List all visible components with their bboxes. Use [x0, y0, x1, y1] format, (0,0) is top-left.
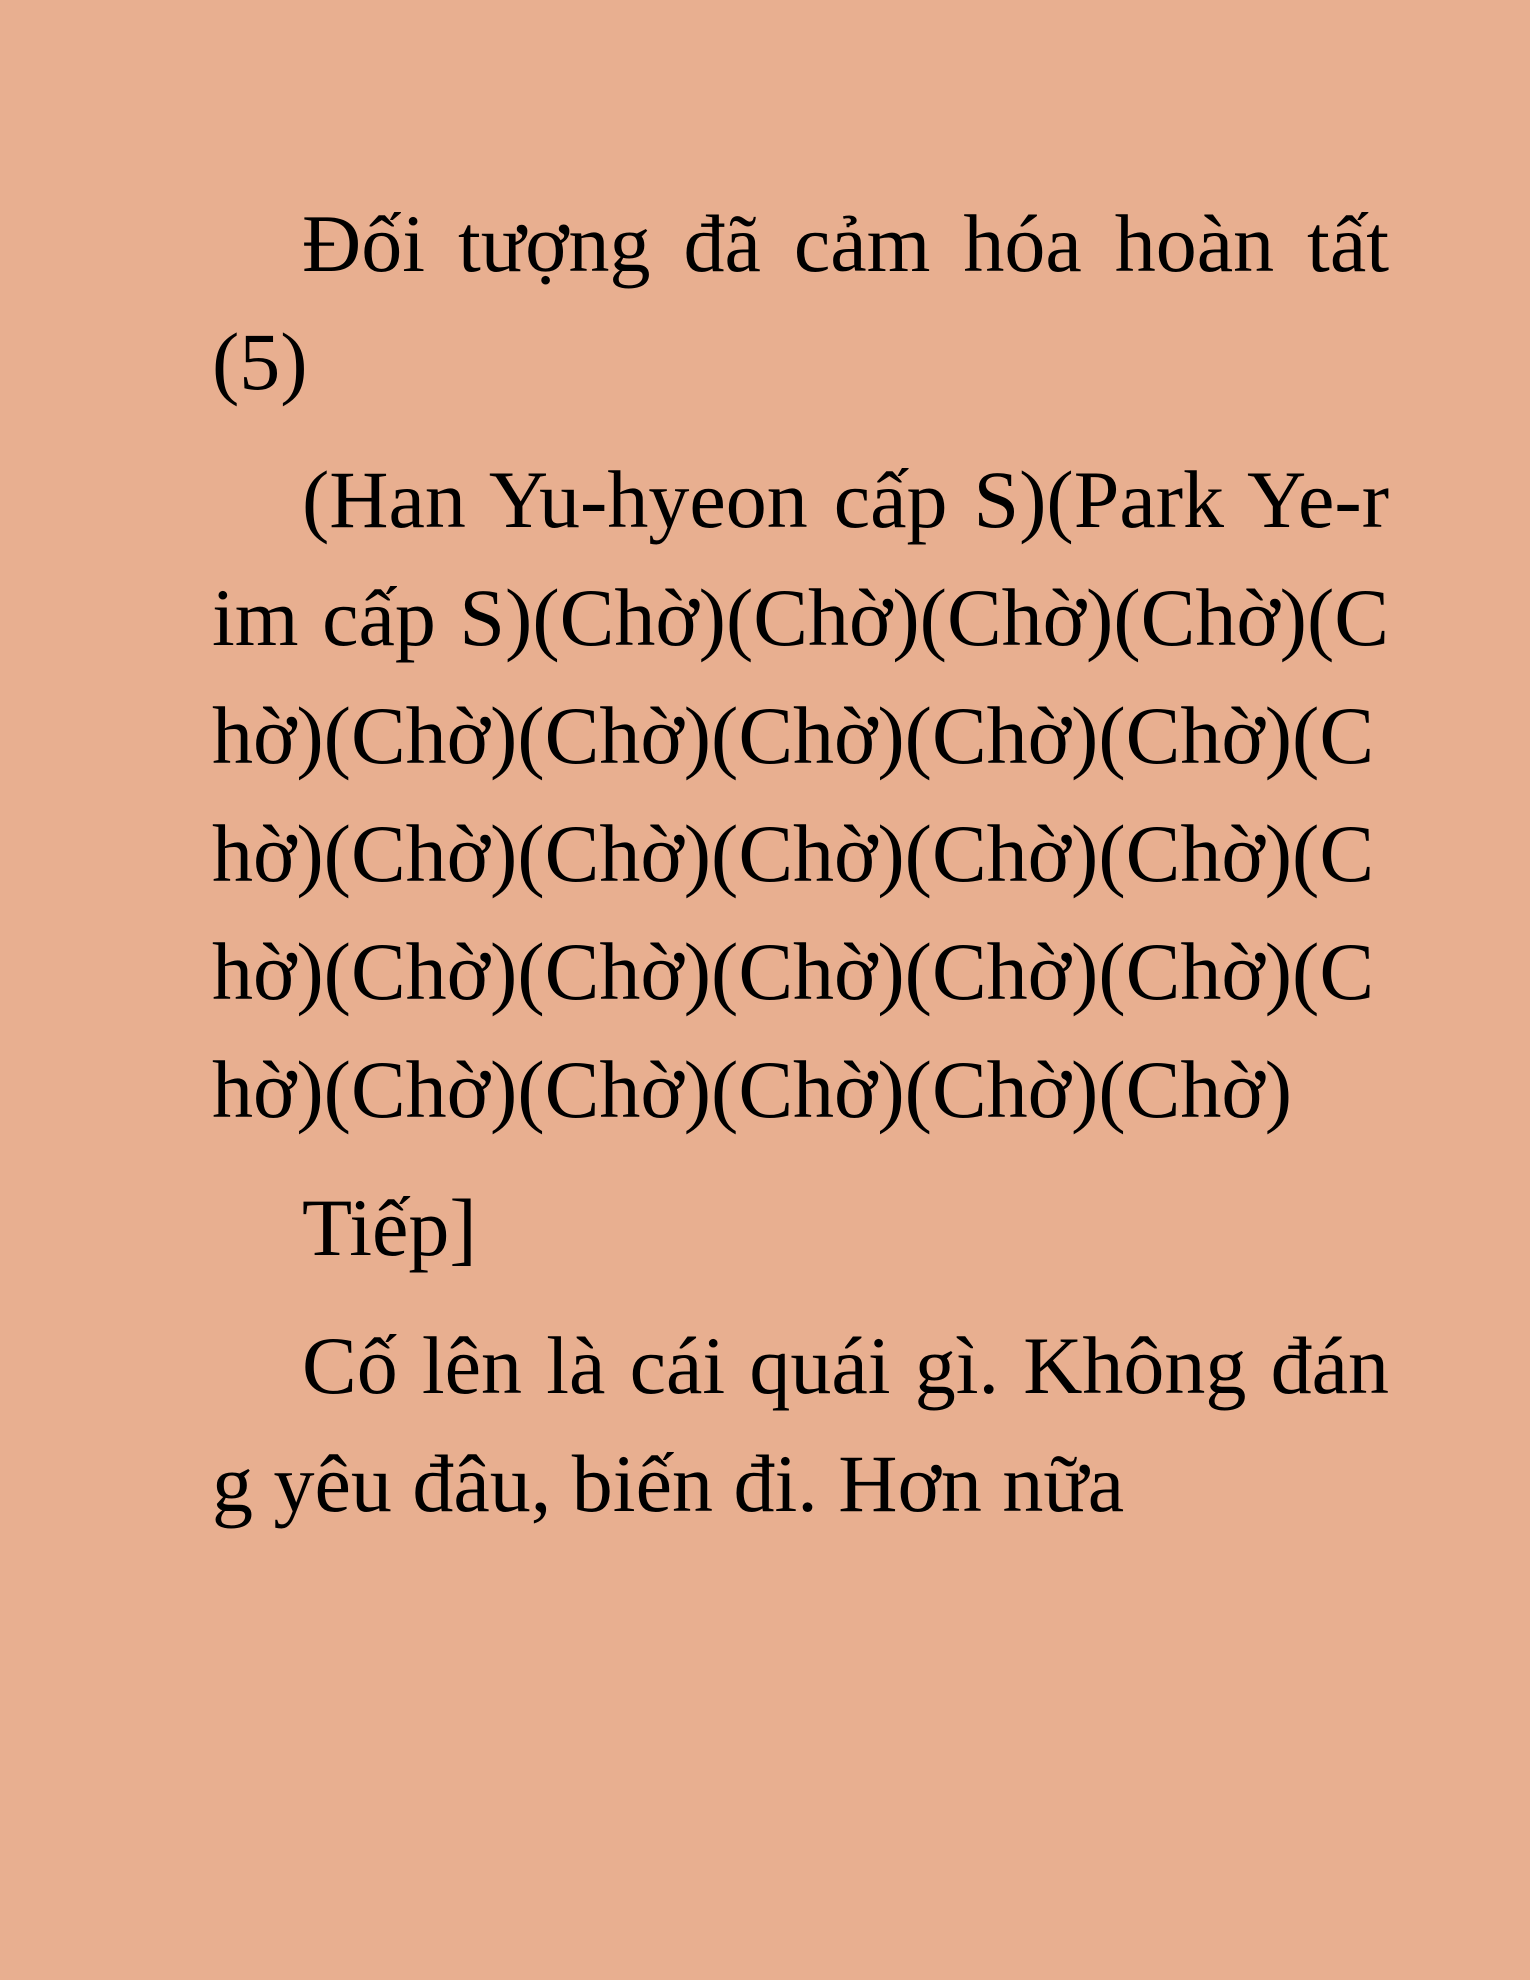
- paragraph-target-list: (Han Yu-hyeon cấp S)(Park Ye-rim cấp S)(Chờ)(Chờ)(Chờ)(Chờ)(Chờ)(Chờ)(Chờ)(Chờ)(Chờ)(Chờ)(Chờ)(Chờ)(Chờ)(Chờ)(Chờ)(Chờ)(Chờ)(Chờ)(Chờ)(Chờ)(Chờ)(Chờ)(Chờ)(Chờ)(Chờ)(Chờ)(Chờ)(Chờ): [212, 454, 1389, 1135]
- paragraph-status-title: Đối tượng đã cảm hóa hoàn tất (5): [212, 198, 1389, 407]
- paragraph-continue: Tiếp]: [302, 1182, 477, 1273]
- document-page: [212, 185, 1389, 1543]
- paragraph-narration: Cố lên là cái quái gì. Không đáng yêu đâu, biến đi. Hơn nữa: [212, 1320, 1389, 1529]
